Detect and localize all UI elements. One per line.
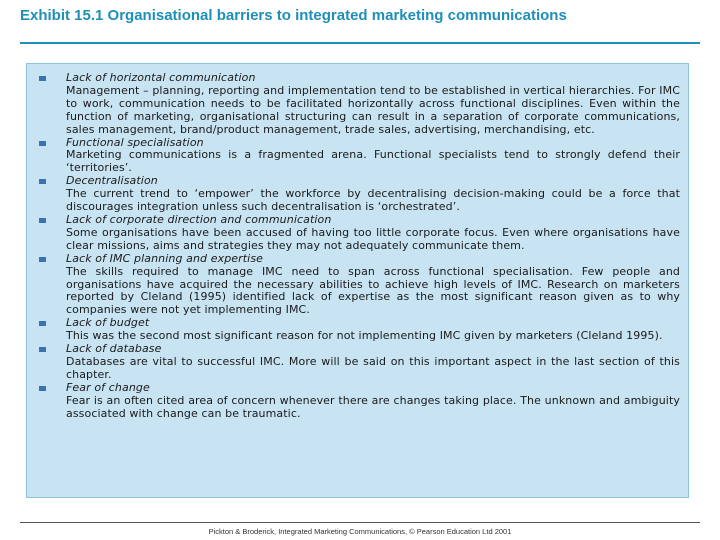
list-item [35, 137, 680, 176]
item-heading: Lack of horizontal communication [66, 71, 256, 84]
bullet-icon [39, 141, 46, 146]
item-heading: Lack of budget [66, 316, 150, 330]
item-body: Management – planning, reporting and implementation tend to be established in vertical hierarchies. For IMC to work, communication needs to be facilitated horizontally across functional disciplines. Even within the function of marketing, organisational structuring can result in a separation of corporate communications, sales management, brand/product management, trade sales, advertising, merchandising, etc. [66, 83, 680, 136]
list-item [35, 72, 680, 137]
bullet-icon [39, 321, 46, 326]
list-item [35, 214, 680, 253]
item-body: This was the second most significant reason for not implementing IMC given by marketers (Cleland 1995). [66, 329, 663, 343]
item-body: Fear is an often cited area of concern whenever there are changes taking place. The unknown and ambiguity associated with change can be traumatic. [66, 393, 680, 420]
item-heading: Decentralisation [66, 174, 158, 188]
bullet-icon [39, 347, 46, 352]
bullet-icon [39, 76, 46, 81]
item-heading: Lack of corporate direction and communication [66, 212, 332, 226]
barriers-panel [26, 63, 689, 498]
list-item [35, 253, 680, 318]
exhibit-title: Exhibit 15.1 Organisational barriers to integrated marketing communications [20, 7, 567, 24]
bullet-icon [39, 257, 46, 262]
list-item [35, 175, 680, 214]
footer-credit: Pickton & Broderick, Integrated Marketing Communications, © Pearson Education Ltd 2001 [208, 527, 512, 536]
list-item [35, 317, 680, 343]
item-heading: Fear of change [66, 380, 150, 394]
bullet-icon [39, 386, 46, 391]
item-body: Some organisations have been accused of having too little corporate focus. Even where organisations have clear missions, aims and strategies they may not adequately communicate them. [66, 225, 680, 252]
item-heading: Functional specialisation [66, 135, 204, 149]
item-body: Databases are vital to successful IMC. More will be said on this important aspect in the last section of this chapter. [66, 354, 680, 381]
bullet-icon [39, 179, 46, 184]
item-body: Marketing communications is a fragmented arena. Functional specialists tend to strongly defend their ‘territories’. [66, 148, 680, 175]
bullet-icon [39, 218, 46, 223]
title-divider [20, 42, 700, 44]
item-body: The current trend to ‘empower’ the workforce by decentralising decision-making could be a force that discourages integration unless such decentralisation is ‘orchestrated’. [66, 187, 680, 214]
item-heading: Lack of database [66, 342, 162, 356]
item-heading: Lack of IMC planning and expertise [66, 251, 264, 265]
item-body: The skills required to manage IMC need to span across functional specialisation. Few people and organisations have acquired the necessary abilities to achieve high levels of IMC. Research on marketers reported by Cleland (1995) identified lack of expertise as the most significant reason given as to why companies were not yet implementing IMC. [66, 264, 680, 317]
footer-divider [20, 522, 700, 523]
list-item [35, 382, 680, 421]
list-item [35, 343, 680, 382]
